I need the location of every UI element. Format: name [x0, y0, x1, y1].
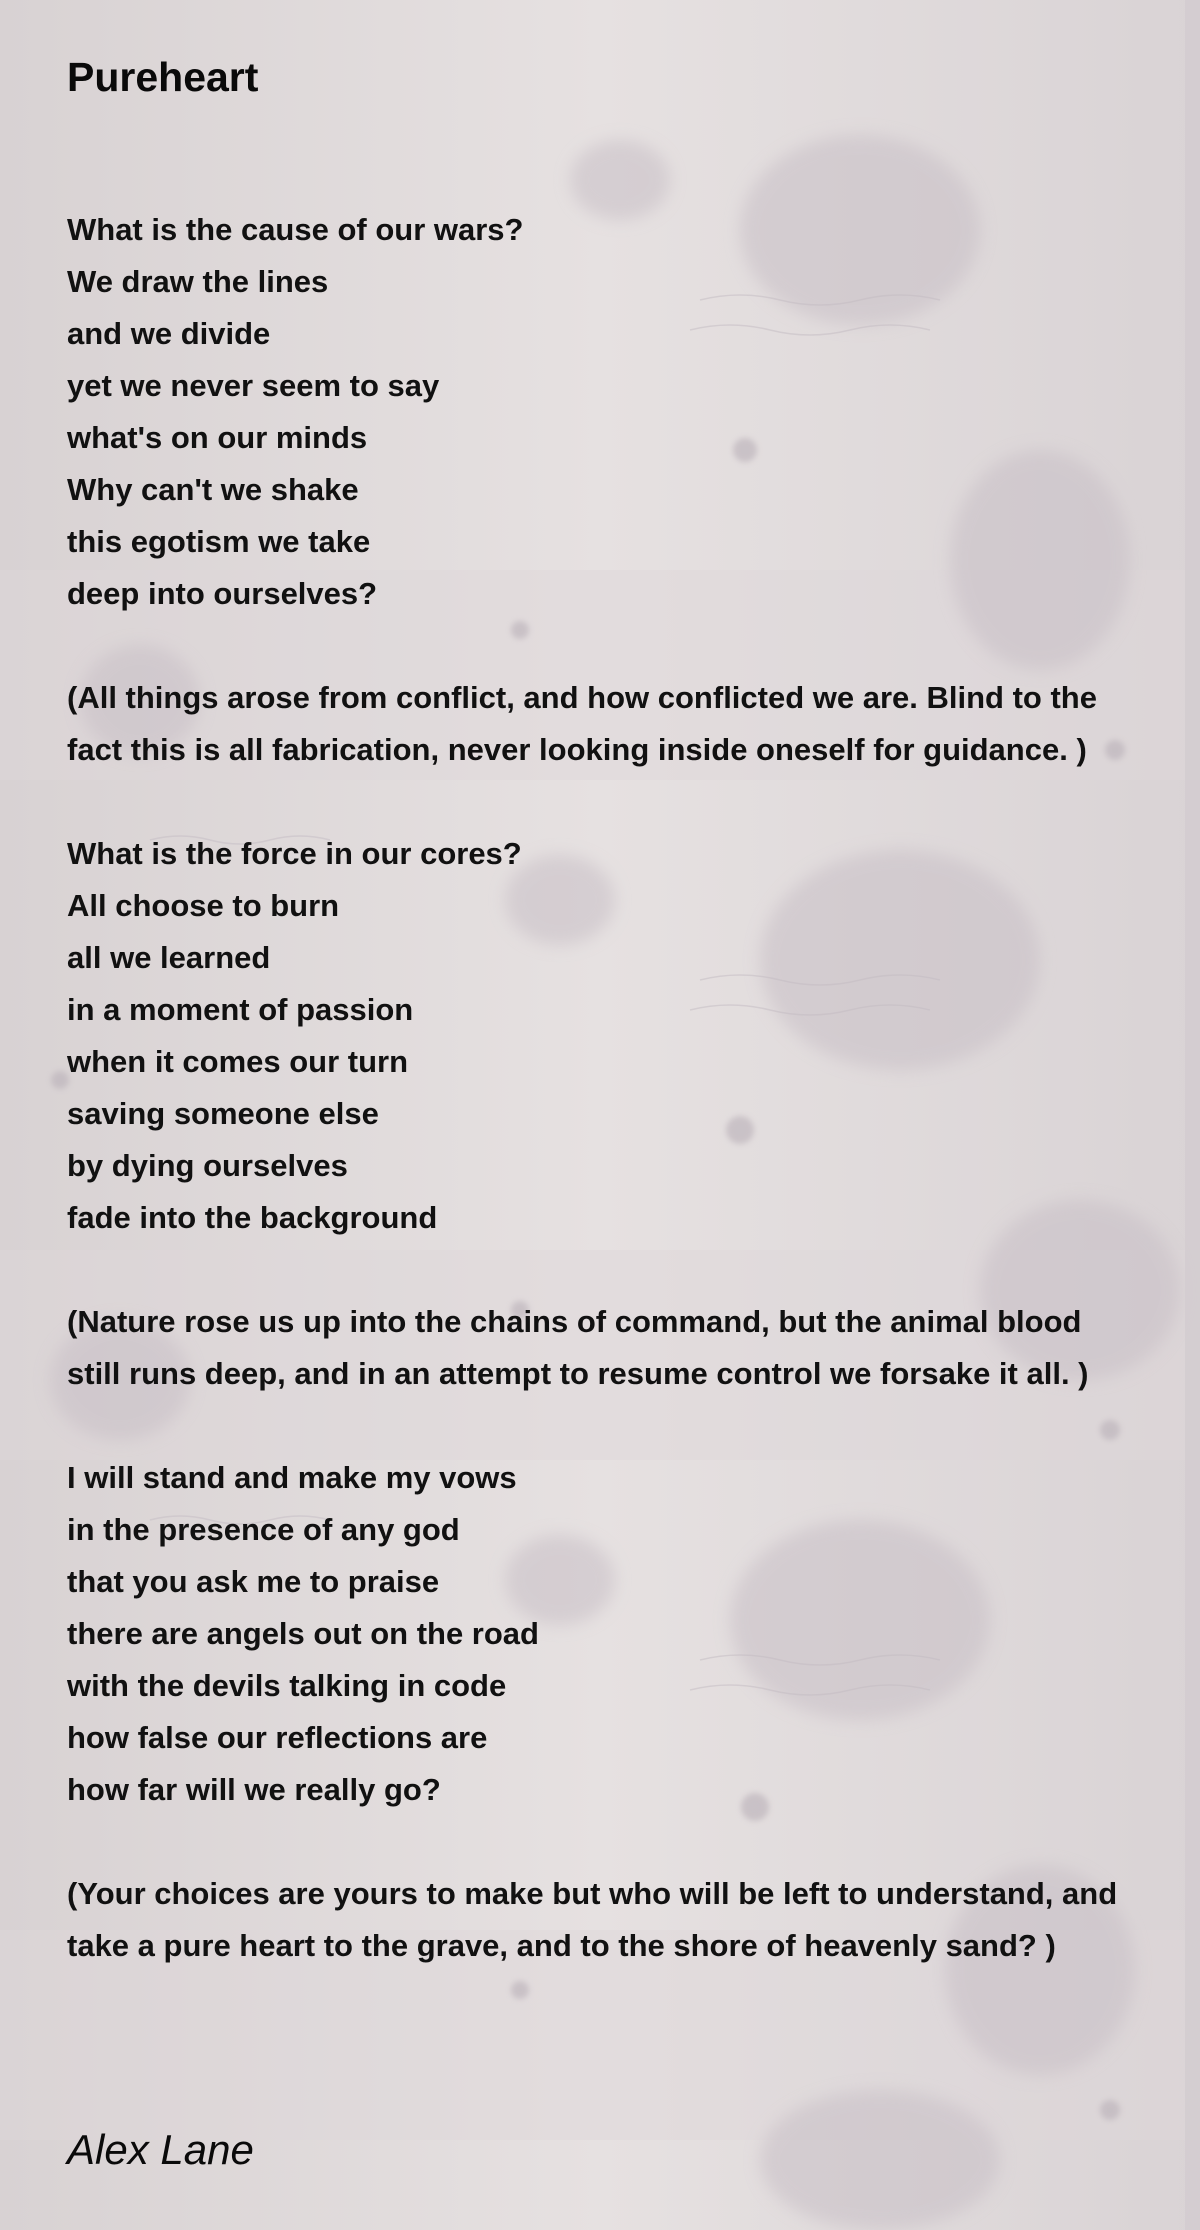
poem-line: with the devils talking in code [67, 1668, 507, 1703]
poem-line: What is the cause of our wars? [67, 212, 524, 247]
poem-line: in the presence of any god [67, 1512, 460, 1547]
poem-line: Why can't we shake [67, 472, 359, 507]
poem-line: what's on our minds [67, 420, 368, 455]
aside-paragraph-2: (Nature rose us up into the chains of command, but the animal blood still runs deep, and in an attempt to resume control we forsake it all. ) [67, 1304, 1089, 1391]
poem-line: What is the force in our cores? [67, 836, 522, 871]
poem-body [67, 204, 1157, 1972]
poem-line: how false our reflections are [67, 1720, 488, 1755]
aside-paragraph-3: (Your choices are yours to make but who will be left to understand, and take a pure heart to the grave, and to the shore of heavenly sand? ) [67, 1876, 1118, 1963]
poem-page [67, 48, 1157, 2024]
author-name: Alex Lane [67, 2126, 254, 2173]
poem-line: fade into the background [67, 1200, 438, 1235]
stanza-3 [67, 1452, 1157, 1816]
stanza-2 [67, 828, 1157, 1244]
poem-line: how far will we really go? [67, 1772, 441, 1807]
poem-line: All choose to burn [67, 888, 340, 923]
poem-line: yet we never seem to say [67, 368, 440, 403]
poem-line: there are angels out on the road [67, 1616, 539, 1651]
poem-line: that you ask me to praise [67, 1564, 440, 1599]
poem-line: by dying ourselves [67, 1148, 348, 1183]
aside-paragraph-1: (All things arose from conflict, and how conflicted we are. Blind to the fact this is all fabrication, never looking inside oneself for guidance. ) [67, 680, 1097, 767]
stanza-1 [67, 204, 1157, 620]
poem-line: and we divide [67, 316, 271, 351]
poem-title: Pureheart [67, 54, 259, 100]
poem-line: I will stand and make my vows [67, 1460, 517, 1495]
poem-line: deep into ourselves? [67, 576, 378, 611]
poem-line: in a moment of passion [67, 992, 414, 1027]
poem-line: We draw the lines [67, 264, 329, 299]
poem-line: all we learned [67, 940, 271, 975]
poem-line: saving someone else [67, 1096, 379, 1131]
poem-line: this egotism we take [67, 524, 371, 559]
poem-line: when it comes our turn [67, 1044, 409, 1079]
